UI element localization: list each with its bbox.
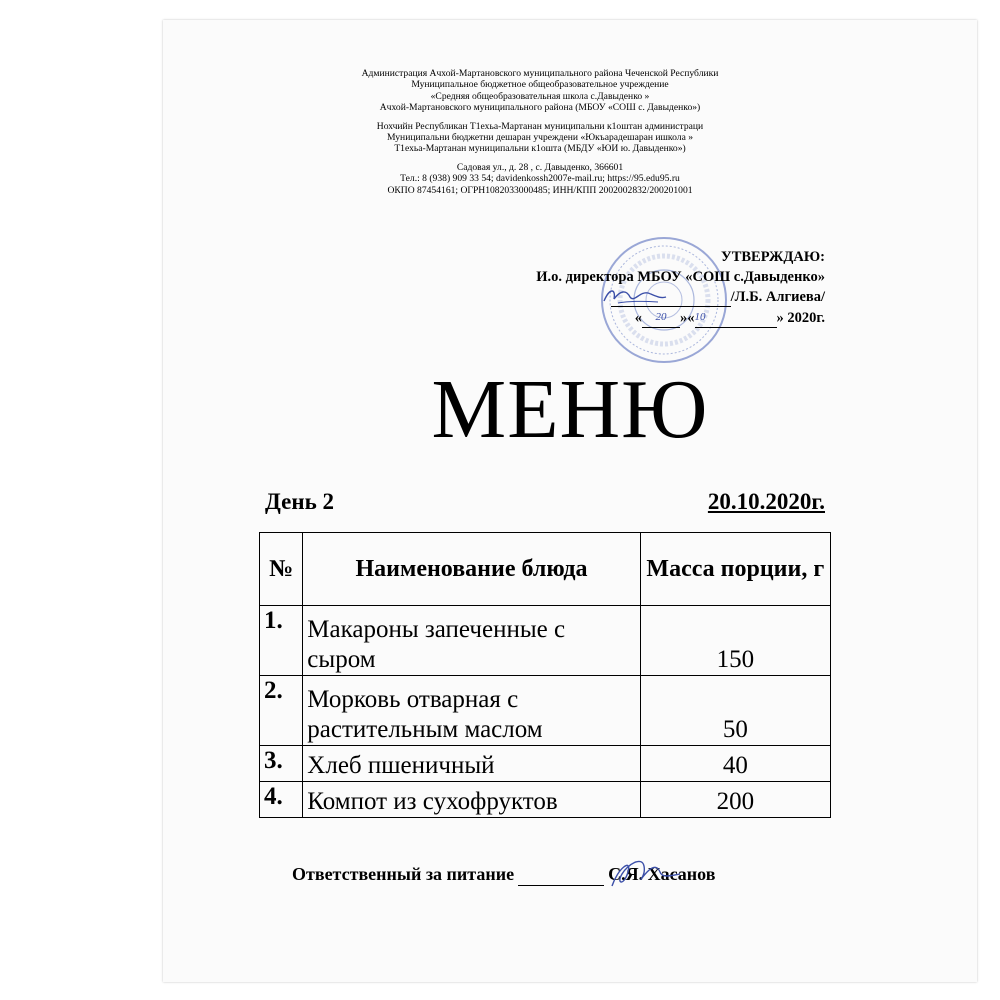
director-signature-icon bbox=[600, 283, 670, 309]
approval-date-row bbox=[440, 307, 825, 328]
letterhead-line: Ачхой-Мартановского муниципального района (МБОУ «СОШ с. Давыденко») bbox=[379, 102, 701, 114]
responsible-row bbox=[292, 862, 832, 886]
table-row bbox=[260, 606, 831, 676]
letterhead bbox=[200, 68, 880, 196]
letterhead-line: Администрация Ачхой-Мартановского муниципального района Чеченской Республики bbox=[361, 68, 719, 79]
table-row bbox=[260, 676, 831, 746]
date-day-field: 20 bbox=[642, 307, 680, 328]
table-row bbox=[260, 782, 831, 818]
dish-name: Хлеб пшеничный bbox=[303, 746, 640, 782]
row-number: 1. bbox=[260, 606, 303, 676]
day-label: День 2 bbox=[265, 489, 334, 514]
dish-name: Компот из сухофруктов bbox=[303, 782, 640, 818]
menu-table bbox=[259, 532, 831, 818]
letterhead-line: «Средняя общеобразовательная школа с.Давыденко » bbox=[430, 90, 650, 102]
letterhead-line: Т1ехьа-Мартанан муниципальни к1ошта (МБДУ «ЮИ ю. Давыденко») bbox=[394, 143, 686, 155]
responsible-label: Ответственный за питание bbox=[292, 864, 515, 884]
page-title: МЕНЮ bbox=[431, 363, 709, 456]
column-header-mass: Масса порции, г bbox=[640, 533, 830, 606]
table-header-row bbox=[260, 533, 831, 606]
dish-mass: 40 bbox=[640, 746, 830, 782]
row-number: 2. bbox=[260, 676, 303, 746]
dish-name: Морковь отварная с растительным маслом bbox=[303, 676, 640, 746]
row-number: 4. bbox=[260, 782, 303, 818]
dish-mass: 200 bbox=[640, 782, 830, 818]
dish-name: Макароны запеченные с сыром bbox=[303, 606, 640, 676]
dish-mass: 50 bbox=[640, 676, 830, 746]
table-row bbox=[260, 746, 831, 782]
date-month-field: 10 bbox=[695, 307, 777, 328]
dish-mass: 150 bbox=[640, 606, 830, 676]
responsible-signature-icon bbox=[598, 848, 688, 894]
approval-position: И.о. директора МБОУ «СОШ с.Давыденко» bbox=[536, 269, 825, 285]
column-header-number: № bbox=[260, 533, 303, 606]
column-header-dish: Наименование блюда bbox=[303, 533, 640, 606]
approval-heading: УТВЕРЖДАЮ: bbox=[721, 249, 825, 265]
letterhead-contacts: Тел.: 8 (938) 909 33 54; davidenkossh2007e-mail.ru; https://95.edu95.ru bbox=[400, 173, 680, 185]
letterhead-line: Муниципальни бюджетни дешаран учреждени «Юкъарадешаран ишкола » bbox=[386, 132, 694, 144]
date-mid-quote: »« bbox=[680, 310, 695, 326]
menu-date: 20.10.2020г. bbox=[707, 489, 825, 514]
letterhead-line: Нохчийн Республикан Т1ехьа-Мартанан муниципальни к1оштан администраци bbox=[376, 120, 704, 132]
date-close-year: » 2020г. bbox=[776, 310, 825, 326]
responsible-name: С.Я. Хасанов bbox=[608, 864, 716, 884]
signature-line bbox=[518, 867, 604, 886]
date-open-quote: « bbox=[634, 310, 643, 326]
approval-name: /Л.Б. Алгиева/ bbox=[730, 289, 825, 305]
row-number: 3. bbox=[260, 746, 303, 782]
letterhead-codes: ОКПО 87454161; ОГРН1082033000485; ИНН/КПП 2002002832/200201001 bbox=[387, 184, 693, 196]
letterhead-address: Садовая ул., д. 28 , с. Давыденко, 366601 bbox=[456, 161, 624, 173]
letterhead-line: Муниципальное бюджетное общеобразовательное учреждение bbox=[411, 79, 669, 91]
